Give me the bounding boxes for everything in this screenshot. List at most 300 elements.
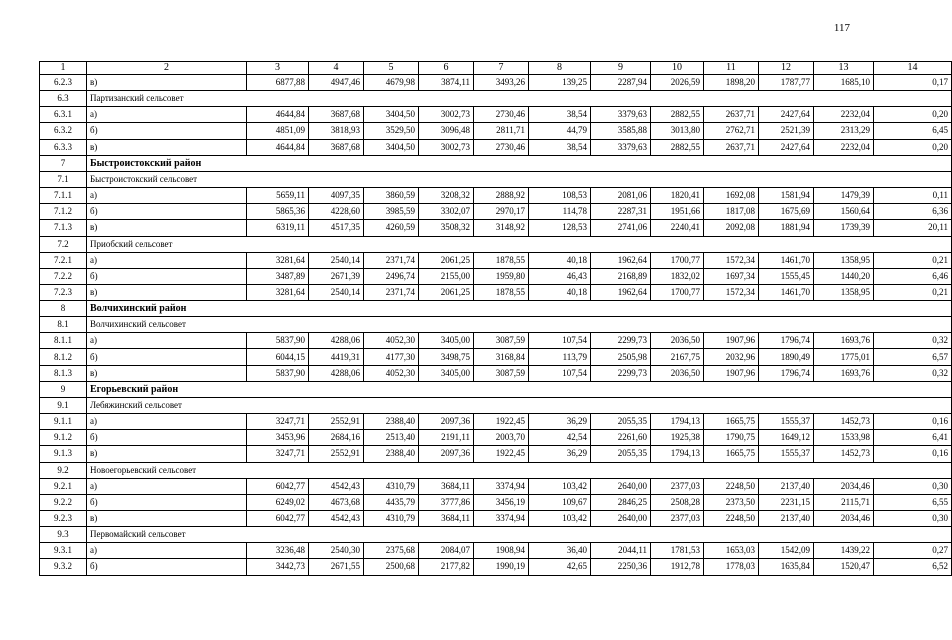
cell-col-14: 6,45 bbox=[874, 123, 952, 139]
cell-col-5: 4177,30 bbox=[364, 349, 419, 365]
cell-col-13: 1739,39 bbox=[814, 220, 874, 236]
row-code: 9.1.2 bbox=[40, 430, 87, 446]
cell-col-8: 36,29 bbox=[529, 446, 591, 462]
cell-col-8: 44,79 bbox=[529, 123, 591, 139]
table-row bbox=[40, 349, 952, 365]
table-row bbox=[40, 220, 952, 236]
column-header-1: 1 bbox=[40, 62, 87, 75]
cell-col-3: 3247,71 bbox=[247, 446, 309, 462]
cell-col-7: 3087,59 bbox=[474, 333, 529, 349]
row-variant: в) bbox=[87, 284, 247, 300]
cell-col-10: 1700,77 bbox=[651, 284, 704, 300]
table-row bbox=[40, 252, 952, 268]
cell-col-11: 2248,50 bbox=[704, 478, 759, 494]
cell-col-9: 2287,31 bbox=[591, 204, 651, 220]
cell-col-5: 4310,79 bbox=[364, 478, 419, 494]
cell-col-3: 6044,15 bbox=[247, 349, 309, 365]
cell-col-14: 0,21 bbox=[874, 284, 952, 300]
cell-col-14: 0,16 bbox=[874, 446, 952, 462]
row-code: 9.2.3 bbox=[40, 510, 87, 526]
cell-col-9: 2640,00 bbox=[591, 478, 651, 494]
cell-col-9: 2741,06 bbox=[591, 220, 651, 236]
cell-col-9: 2299,73 bbox=[591, 365, 651, 381]
cell-col-14: 0,11 bbox=[874, 187, 952, 203]
cell-col-3: 3487,89 bbox=[247, 268, 309, 284]
cell-col-4: 3687,68 bbox=[309, 139, 364, 155]
cell-col-3: 6042,77 bbox=[247, 478, 309, 494]
row-code: 8.1 bbox=[40, 317, 87, 333]
cell-col-4: 4228,60 bbox=[309, 204, 364, 220]
settlement-row bbox=[40, 462, 952, 478]
cell-col-5: 2388,40 bbox=[364, 414, 419, 430]
cell-col-4: 4288,06 bbox=[309, 333, 364, 349]
settlement-name: Быстроистокский сельсовет bbox=[87, 171, 952, 187]
cell-col-3: 6249,02 bbox=[247, 494, 309, 510]
cell-col-3: 4644,84 bbox=[247, 139, 309, 155]
table-row bbox=[40, 478, 952, 494]
district-name: Быстроистокский район bbox=[87, 155, 952, 171]
cell-col-6: 3302,07 bbox=[419, 204, 474, 220]
settlement-row bbox=[40, 91, 952, 107]
row-code: 6.3.3 bbox=[40, 139, 87, 155]
cell-col-6: 3777,86 bbox=[419, 494, 474, 510]
cell-col-7: 1878,55 bbox=[474, 252, 529, 268]
row-code: 9.3 bbox=[40, 527, 87, 543]
cell-col-11: 1692,08 bbox=[704, 187, 759, 203]
row-code: 9.1.3 bbox=[40, 446, 87, 462]
cell-col-10: 1925,38 bbox=[651, 430, 704, 446]
cell-col-7: 3148,92 bbox=[474, 220, 529, 236]
cell-col-5: 2513,40 bbox=[364, 430, 419, 446]
cell-col-8: 38,54 bbox=[529, 139, 591, 155]
cell-col-10: 2882,55 bbox=[651, 139, 704, 155]
cell-col-4: 2684,16 bbox=[309, 430, 364, 446]
cell-col-11: 1697,34 bbox=[704, 268, 759, 284]
cell-col-6: 2191,11 bbox=[419, 430, 474, 446]
cell-col-3: 3281,64 bbox=[247, 252, 309, 268]
cell-col-10: 2167,75 bbox=[651, 349, 704, 365]
settlement-name: Лебяжинский сельсовет bbox=[87, 398, 952, 414]
cell-col-13: 1520,47 bbox=[814, 559, 874, 575]
page-number: 117 bbox=[833, 22, 850, 34]
column-header-3: 3 bbox=[247, 62, 309, 75]
cell-col-7: 3087,59 bbox=[474, 365, 529, 381]
cell-col-13: 1440,20 bbox=[814, 268, 874, 284]
row-code: 9.3.1 bbox=[40, 543, 87, 559]
cell-col-12: 1555,37 bbox=[759, 446, 814, 462]
cell-col-4: 2540,30 bbox=[309, 543, 364, 559]
cell-col-8: 107,54 bbox=[529, 365, 591, 381]
cell-col-7: 1990,19 bbox=[474, 559, 529, 575]
cell-col-6: 3508,32 bbox=[419, 220, 474, 236]
column-header-7: 7 bbox=[474, 62, 529, 75]
cell-col-14: 6,57 bbox=[874, 349, 952, 365]
cell-col-9: 3585,88 bbox=[591, 123, 651, 139]
cell-col-12: 1796,74 bbox=[759, 333, 814, 349]
cell-col-8: 103,42 bbox=[529, 478, 591, 494]
cell-col-8: 46,43 bbox=[529, 268, 591, 284]
cell-col-5: 2496,74 bbox=[364, 268, 419, 284]
cell-col-7: 2730,46 bbox=[474, 139, 529, 155]
cell-col-9: 2168,89 bbox=[591, 268, 651, 284]
cell-col-9: 2640,00 bbox=[591, 510, 651, 526]
cell-col-6: 2061,25 bbox=[419, 252, 474, 268]
cell-col-8: 42,54 bbox=[529, 430, 591, 446]
cell-col-12: 2427,64 bbox=[759, 107, 814, 123]
cell-col-11: 2032,96 bbox=[704, 349, 759, 365]
settlement-row bbox=[40, 171, 952, 187]
table-row bbox=[40, 430, 952, 446]
cell-col-11: 2637,71 bbox=[704, 107, 759, 123]
cell-col-12: 1542,09 bbox=[759, 543, 814, 559]
cell-col-6: 3684,11 bbox=[419, 478, 474, 494]
cell-col-10: 2036,50 bbox=[651, 365, 704, 381]
table-row bbox=[40, 284, 952, 300]
table-row bbox=[40, 543, 952, 559]
cell-col-12: 1581,94 bbox=[759, 187, 814, 203]
column-header-12: 12 bbox=[759, 62, 814, 75]
cell-col-6: 2177,82 bbox=[419, 559, 474, 575]
settlement-name: Новоегорьевский сельсовет bbox=[87, 462, 952, 478]
cell-col-9: 2055,35 bbox=[591, 446, 651, 462]
table-row bbox=[40, 414, 952, 430]
cell-col-9: 2505,98 bbox=[591, 349, 651, 365]
cell-col-11: 1572,34 bbox=[704, 284, 759, 300]
table-row bbox=[40, 204, 952, 220]
cell-col-11: 2092,08 bbox=[704, 220, 759, 236]
district-row bbox=[40, 155, 952, 171]
row-code: 7.1 bbox=[40, 171, 87, 187]
cell-col-5: 3404,50 bbox=[364, 107, 419, 123]
cell-col-6: 2084,07 bbox=[419, 543, 474, 559]
cell-col-14: 0,16 bbox=[874, 414, 952, 430]
table-row bbox=[40, 365, 952, 381]
cell-col-12: 1461,70 bbox=[759, 252, 814, 268]
cell-col-13: 2232,04 bbox=[814, 139, 874, 155]
table-row bbox=[40, 510, 952, 526]
cell-col-8: 40,18 bbox=[529, 252, 591, 268]
cell-col-14: 0,30 bbox=[874, 478, 952, 494]
cell-col-7: 1922,45 bbox=[474, 414, 529, 430]
cell-col-11: 1790,75 bbox=[704, 430, 759, 446]
settlement-name: Волчихинский сельсовет bbox=[87, 317, 952, 333]
cell-col-7: 3493,26 bbox=[474, 75, 529, 91]
cell-col-13: 1358,95 bbox=[814, 252, 874, 268]
cell-col-10: 1794,13 bbox=[651, 446, 704, 462]
cell-col-14: 20,11 bbox=[874, 220, 952, 236]
cell-col-7: 1878,55 bbox=[474, 284, 529, 300]
cell-col-14: 6,52 bbox=[874, 559, 952, 575]
table-row bbox=[40, 107, 952, 123]
cell-col-4: 2552,91 bbox=[309, 446, 364, 462]
cell-col-5: 4310,79 bbox=[364, 510, 419, 526]
row-variant: в) bbox=[87, 75, 247, 91]
row-variant: в) bbox=[87, 446, 247, 462]
district-name: Егорьевский район bbox=[87, 381, 952, 397]
column-header-9: 9 bbox=[591, 62, 651, 75]
row-variant: в) bbox=[87, 220, 247, 236]
row-variant: а) bbox=[87, 252, 247, 268]
cell-col-14: 0,21 bbox=[874, 252, 952, 268]
cell-col-8: 128,53 bbox=[529, 220, 591, 236]
cell-col-12: 1555,37 bbox=[759, 414, 814, 430]
cell-col-4: 4542,43 bbox=[309, 478, 364, 494]
cell-col-3: 5865,36 bbox=[247, 204, 309, 220]
cell-col-10: 2377,03 bbox=[651, 478, 704, 494]
cell-col-5: 2388,40 bbox=[364, 446, 419, 462]
cell-col-12: 1881,94 bbox=[759, 220, 814, 236]
cell-col-12: 1890,49 bbox=[759, 349, 814, 365]
table-row bbox=[40, 494, 952, 510]
cell-col-13: 2313,29 bbox=[814, 123, 874, 139]
cell-col-3: 3281,64 bbox=[247, 284, 309, 300]
cell-col-13: 1693,76 bbox=[814, 365, 874, 381]
cell-col-10: 2508,28 bbox=[651, 494, 704, 510]
tariff-table bbox=[39, 61, 952, 576]
row-variant: б) bbox=[87, 204, 247, 220]
row-code: 7.1.3 bbox=[40, 220, 87, 236]
cell-col-4: 2552,91 bbox=[309, 414, 364, 430]
cell-col-8: 40,18 bbox=[529, 284, 591, 300]
cell-col-3: 3247,71 bbox=[247, 414, 309, 430]
cell-col-13: 2034,46 bbox=[814, 478, 874, 494]
cell-col-13: 1479,39 bbox=[814, 187, 874, 203]
cell-col-6: 3405,00 bbox=[419, 365, 474, 381]
cell-col-4: 4947,46 bbox=[309, 75, 364, 91]
district-name: Волчихинский район bbox=[87, 301, 952, 317]
cell-col-10: 1832,02 bbox=[651, 268, 704, 284]
settlement-name: Приобский сельсовет bbox=[87, 236, 952, 252]
cell-col-4: 3818,93 bbox=[309, 123, 364, 139]
table-row bbox=[40, 187, 952, 203]
cell-col-10: 1820,41 bbox=[651, 187, 704, 203]
cell-col-9: 1962,64 bbox=[591, 284, 651, 300]
row-code: 7.2.1 bbox=[40, 252, 87, 268]
row-code: 9.1 bbox=[40, 398, 87, 414]
cell-col-10: 2026,59 bbox=[651, 75, 704, 91]
settlement-row bbox=[40, 236, 952, 252]
cell-col-7: 1908,94 bbox=[474, 543, 529, 559]
cell-col-13: 1775,01 bbox=[814, 349, 874, 365]
cell-col-14: 0,32 bbox=[874, 365, 952, 381]
cell-col-8: 108,53 bbox=[529, 187, 591, 203]
cell-col-4: 2540,14 bbox=[309, 252, 364, 268]
cell-col-11: 2248,50 bbox=[704, 510, 759, 526]
cell-col-9: 3379,63 bbox=[591, 107, 651, 123]
cell-col-3: 4644,84 bbox=[247, 107, 309, 123]
cell-col-8: 114,78 bbox=[529, 204, 591, 220]
cell-col-8: 36,29 bbox=[529, 414, 591, 430]
cell-col-3: 4851,09 bbox=[247, 123, 309, 139]
cell-col-12: 1675,69 bbox=[759, 204, 814, 220]
cell-col-7: 3168,84 bbox=[474, 349, 529, 365]
cell-col-3: 3442,73 bbox=[247, 559, 309, 575]
row-code: 6.2.3 bbox=[40, 75, 87, 91]
cell-col-10: 3013,80 bbox=[651, 123, 704, 139]
cell-col-14: 6,46 bbox=[874, 268, 952, 284]
cell-col-12: 2231,15 bbox=[759, 494, 814, 510]
cell-col-3: 3453,96 bbox=[247, 430, 309, 446]
cell-col-8: 36,40 bbox=[529, 543, 591, 559]
row-variant: а) bbox=[87, 107, 247, 123]
row-variant: б) bbox=[87, 123, 247, 139]
settlement-name: Первомайский сельсовет bbox=[87, 527, 952, 543]
cell-col-5: 2500,68 bbox=[364, 559, 419, 575]
cell-col-5: 4679,98 bbox=[364, 75, 419, 91]
cell-col-13: 1358,95 bbox=[814, 284, 874, 300]
cell-col-4: 2671,39 bbox=[309, 268, 364, 284]
settlement-row bbox=[40, 398, 952, 414]
cell-col-3: 5659,11 bbox=[247, 187, 309, 203]
settlement-row bbox=[40, 317, 952, 333]
cell-col-14: 6,41 bbox=[874, 430, 952, 446]
cell-col-7: 3374,94 bbox=[474, 478, 529, 494]
district-row bbox=[40, 301, 952, 317]
cell-col-6: 3498,75 bbox=[419, 349, 474, 365]
cell-col-13: 1452,73 bbox=[814, 446, 874, 462]
cell-col-13: 2232,04 bbox=[814, 107, 874, 123]
column-header-5: 5 bbox=[364, 62, 419, 75]
cell-col-6: 2061,25 bbox=[419, 284, 474, 300]
cell-col-5: 4435,79 bbox=[364, 494, 419, 510]
cell-col-14: 0,17 bbox=[874, 75, 952, 91]
row-variant: в) bbox=[87, 510, 247, 526]
cell-col-8: 113,79 bbox=[529, 349, 591, 365]
cell-col-6: 3002,73 bbox=[419, 107, 474, 123]
cell-col-9: 2287,94 bbox=[591, 75, 651, 91]
table-row bbox=[40, 268, 952, 284]
cell-col-7: 1922,45 bbox=[474, 446, 529, 462]
cell-col-5: 2371,74 bbox=[364, 252, 419, 268]
row-code: 9 bbox=[40, 381, 87, 397]
row-code: 9.2 bbox=[40, 462, 87, 478]
cell-col-12: 1635,84 bbox=[759, 559, 814, 575]
cell-col-14: 0,20 bbox=[874, 107, 952, 123]
cell-col-12: 2521,39 bbox=[759, 123, 814, 139]
cell-col-11: 1572,34 bbox=[704, 252, 759, 268]
cell-col-7: 2970,17 bbox=[474, 204, 529, 220]
cell-col-9: 2055,35 bbox=[591, 414, 651, 430]
cell-col-14: 0,30 bbox=[874, 510, 952, 526]
cell-col-12: 2137,40 bbox=[759, 510, 814, 526]
cell-col-11: 1817,08 bbox=[704, 204, 759, 220]
row-code: 9.2.1 bbox=[40, 478, 87, 494]
column-header-6: 6 bbox=[419, 62, 474, 75]
row-variant: б) bbox=[87, 494, 247, 510]
cell-col-5: 3529,50 bbox=[364, 123, 419, 139]
cell-col-6: 3405,00 bbox=[419, 333, 474, 349]
column-header-10: 10 bbox=[651, 62, 704, 75]
cell-col-8: 107,54 bbox=[529, 333, 591, 349]
row-code: 7.2 bbox=[40, 236, 87, 252]
column-header-2: 2 bbox=[87, 62, 247, 75]
cell-col-4: 4097,35 bbox=[309, 187, 364, 203]
table-row bbox=[40, 446, 952, 462]
cell-col-3: 6877,88 bbox=[247, 75, 309, 91]
tariff-table-container bbox=[39, 61, 948, 576]
row-variant: б) bbox=[87, 349, 247, 365]
table-row bbox=[40, 559, 952, 575]
cell-col-14: 6,36 bbox=[874, 204, 952, 220]
cell-col-7: 1959,80 bbox=[474, 268, 529, 284]
cell-col-11: 1907,96 bbox=[704, 333, 759, 349]
cell-col-6: 2097,36 bbox=[419, 446, 474, 462]
cell-col-11: 1665,75 bbox=[704, 446, 759, 462]
column-header-14: 14 bbox=[874, 62, 952, 75]
cell-col-11: 1778,03 bbox=[704, 559, 759, 575]
cell-col-9: 2846,25 bbox=[591, 494, 651, 510]
row-variant: а) bbox=[87, 187, 247, 203]
row-code: 7.1.2 bbox=[40, 204, 87, 220]
table-row bbox=[40, 333, 952, 349]
row-variant: а) bbox=[87, 414, 247, 430]
column-header-11: 11 bbox=[704, 62, 759, 75]
row-code: 8.1.2 bbox=[40, 349, 87, 365]
cell-col-9: 2299,73 bbox=[591, 333, 651, 349]
row-variant: а) bbox=[87, 543, 247, 559]
cell-col-9: 2081,06 bbox=[591, 187, 651, 203]
cell-col-10: 1912,78 bbox=[651, 559, 704, 575]
cell-col-10: 1700,77 bbox=[651, 252, 704, 268]
row-variant: б) bbox=[87, 268, 247, 284]
cell-col-4: 4542,43 bbox=[309, 510, 364, 526]
cell-col-3: 3236,48 bbox=[247, 543, 309, 559]
cell-col-12: 1555,45 bbox=[759, 268, 814, 284]
cell-col-9: 2250,36 bbox=[591, 559, 651, 575]
cell-col-7: 2888,92 bbox=[474, 187, 529, 203]
cell-col-11: 1898,20 bbox=[704, 75, 759, 91]
cell-col-9: 1962,64 bbox=[591, 252, 651, 268]
cell-col-3: 6319,11 bbox=[247, 220, 309, 236]
cell-col-5: 3985,59 bbox=[364, 204, 419, 220]
cell-col-5: 4260,59 bbox=[364, 220, 419, 236]
column-header-13: 13 bbox=[814, 62, 874, 75]
row-variant: а) bbox=[87, 333, 247, 349]
settlement-row bbox=[40, 527, 952, 543]
cell-col-6: 3096,48 bbox=[419, 123, 474, 139]
row-code: 9.3.2 bbox=[40, 559, 87, 575]
cell-col-5: 4052,30 bbox=[364, 333, 419, 349]
cell-col-3: 5837,90 bbox=[247, 333, 309, 349]
cell-col-13: 2115,71 bbox=[814, 494, 874, 510]
cell-col-12: 1796,74 bbox=[759, 365, 814, 381]
cell-col-10: 2240,41 bbox=[651, 220, 704, 236]
row-variant: а) bbox=[87, 478, 247, 494]
row-code: 6.3.2 bbox=[40, 123, 87, 139]
cell-col-13: 1439,22 bbox=[814, 543, 874, 559]
row-code: 8.1.3 bbox=[40, 365, 87, 381]
cell-col-10: 1781,53 bbox=[651, 543, 704, 559]
cell-col-8: 103,42 bbox=[529, 510, 591, 526]
table-row bbox=[40, 139, 952, 155]
cell-col-10: 2377,03 bbox=[651, 510, 704, 526]
row-variant: б) bbox=[87, 559, 247, 575]
cell-col-6: 2097,36 bbox=[419, 414, 474, 430]
cell-col-4: 3687,68 bbox=[309, 107, 364, 123]
table-body bbox=[40, 62, 952, 576]
row-variant: в) bbox=[87, 139, 247, 155]
column-header-4: 4 bbox=[309, 62, 364, 75]
cell-col-11: 1653,03 bbox=[704, 543, 759, 559]
cell-col-7: 2811,71 bbox=[474, 123, 529, 139]
cell-col-14: 6,55 bbox=[874, 494, 952, 510]
cell-col-5: 4052,30 bbox=[364, 365, 419, 381]
cell-col-10: 1794,13 bbox=[651, 414, 704, 430]
cell-col-12: 1787,77 bbox=[759, 75, 814, 91]
cell-col-13: 2034,46 bbox=[814, 510, 874, 526]
row-code: 8 bbox=[40, 301, 87, 317]
cell-col-4: 4288,06 bbox=[309, 365, 364, 381]
